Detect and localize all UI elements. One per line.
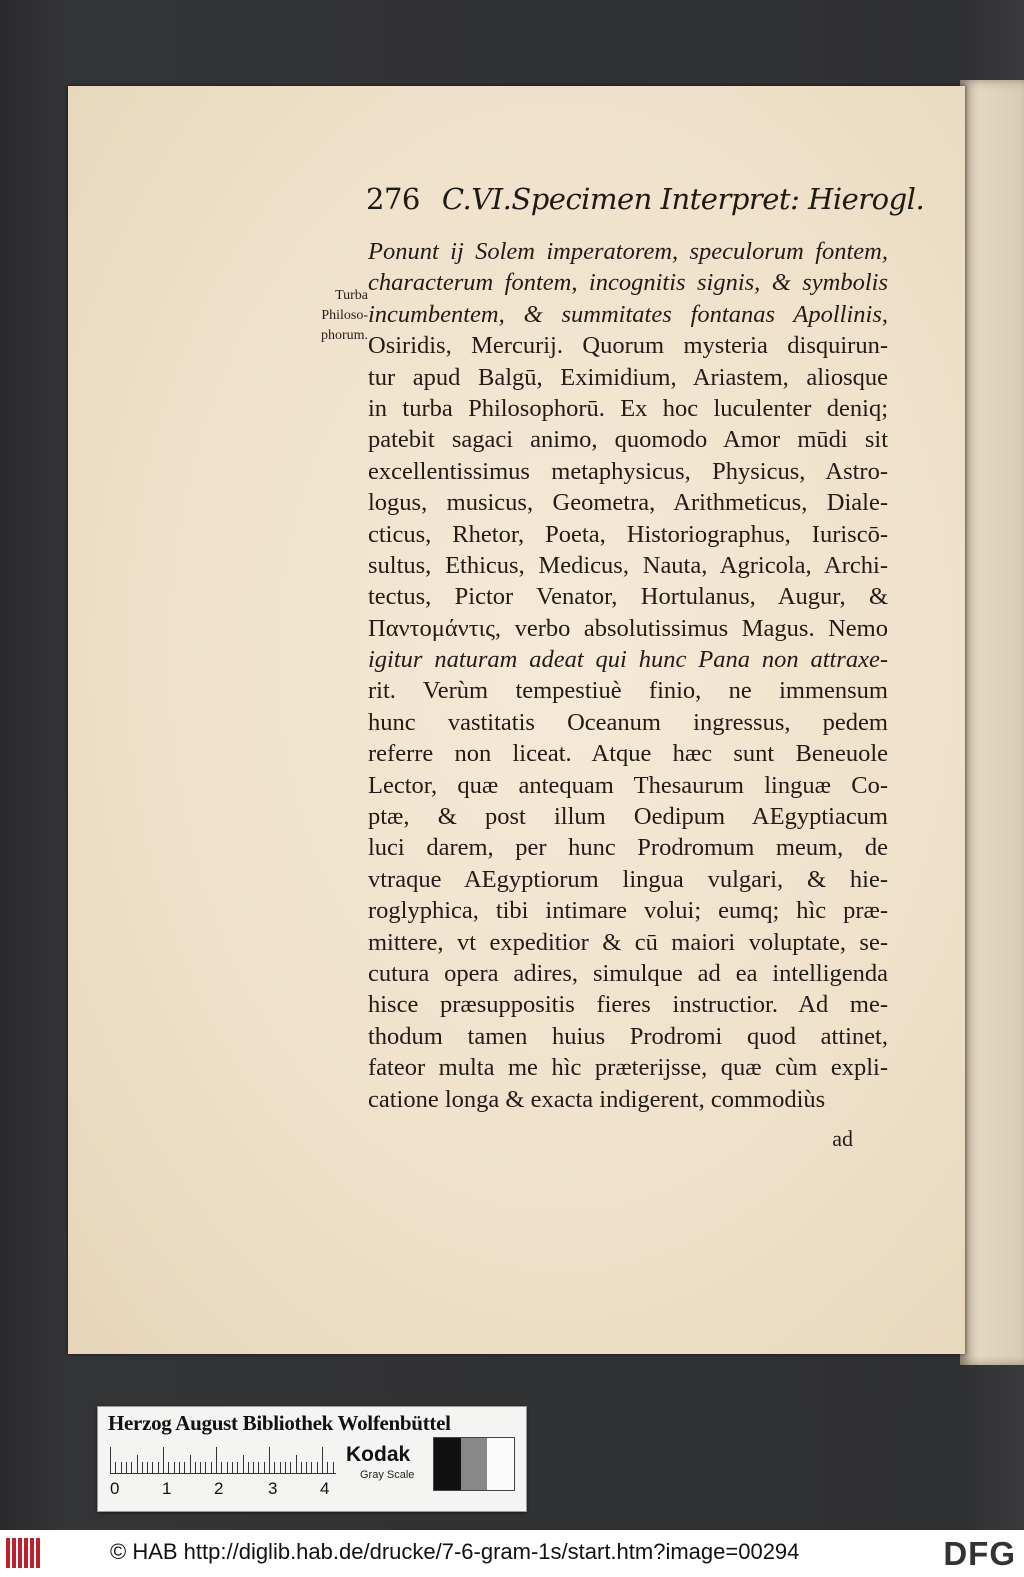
catchword: ad (832, 1126, 853, 1151)
text-line: mittere, vt expeditior & cū maiori voluptate, se- (368, 928, 888, 956)
ruler-tick (137, 1455, 138, 1473)
swatch-white (487, 1438, 514, 1490)
ruler-tick (115, 1462, 116, 1473)
swatch-black (434, 1438, 461, 1490)
ruler-tick (216, 1447, 217, 1473)
ruler-tick (237, 1462, 238, 1473)
ruler-tick (243, 1455, 244, 1473)
marginal-note-line: phorum. (320, 328, 368, 343)
ruler-number: 2 (214, 1479, 224, 1498)
ruler-number: 3 (268, 1479, 278, 1498)
text-line: incumbentem, & summitates fontanas Apollinis, (368, 300, 888, 328)
gray-scale-caption: Gray Scale (360, 1469, 415, 1481)
library-name: Herzog August Bibliothek Wolfenbüttel (108, 1411, 451, 1435)
text-line: tur apud Balgū, Eximidium, Ariastem, aliosque (368, 363, 888, 391)
text-line: rit. Verùm tempestiuè finio, ne immensum (368, 677, 888, 705)
library-label (97, 1406, 527, 1512)
ruler-tick (317, 1462, 318, 1473)
book-page (68, 86, 965, 1354)
ruler-tick (126, 1462, 127, 1473)
swatch-gray (461, 1438, 488, 1490)
text-line: cticus, Rhetor, Poeta, Historiographus, Iuriscō- (368, 520, 888, 548)
text-line: Ponunt ij Solem imperatorem, speculorum fontem, (368, 238, 888, 265)
ruler-tick (296, 1455, 297, 1473)
ruler-tick (158, 1462, 159, 1473)
hab-logo-icon (6, 1538, 46, 1568)
ruler-tick (269, 1447, 270, 1473)
ruler-tick (174, 1462, 175, 1473)
text-line: catione longa & exacta indigerent, commodiùs (368, 1085, 826, 1113)
ruler-number: 4 (320, 1479, 330, 1498)
text-line: characterum fontem, incognitis signis, & symbolis (368, 269, 888, 297)
text-line: in turba Philosophorū. Ex hoc luculenter deniq; (368, 394, 888, 422)
ruler-tick (121, 1462, 122, 1473)
text-line: Παντομάντις, verbo absolutissimus Magus. Nemo (368, 614, 888, 642)
ruler-tick (248, 1462, 249, 1473)
text-line: luci darem, per hunc Prodromum meum, de (368, 834, 888, 862)
text-line: hisce præsuppositis fieres instructior. Ad me- (368, 991, 888, 1019)
ruler-tick (301, 1462, 302, 1473)
ruler-tick (311, 1462, 312, 1473)
text-line: Lector, quæ antequam Thesaurum linguæ Co- (368, 771, 888, 799)
text-line: Osiridis, Mercurij. Quorum mysteria disquirun- (368, 332, 888, 360)
ruler-tick (200, 1462, 201, 1473)
text-line: tectus, Pictor Venator, Hortulanus, Augur, & (368, 583, 888, 611)
facing-page-edge (960, 80, 1024, 1365)
text-line: referre non liceat. Atque hæc sunt Beneuole (368, 740, 888, 768)
ruler-tick (205, 1462, 206, 1473)
text-line: thodum tamen huius Prodromi quod attinet, (368, 1022, 888, 1050)
ruler-tick (280, 1462, 281, 1473)
ruler-number: 0 (110, 1479, 120, 1498)
text-line: hunc vastitatis Oceanum ingressus, pedem (368, 708, 888, 736)
marginal-note-line: Philoso- (321, 308, 368, 323)
kodak-logo: Kodak (346, 1443, 411, 1466)
ruler-tick (322, 1447, 323, 1473)
ruler-tick (131, 1462, 132, 1473)
footer-bar (0, 1530, 1024, 1577)
ruler-tick (285, 1462, 286, 1473)
text-line: cutura opera adires, simulque ad ea intelligenda (368, 959, 888, 987)
text-line: fateor multa me hìc præterijsse, quæ cùm expli- (368, 1054, 888, 1082)
ruler-tick (221, 1462, 222, 1473)
marginal-note-line: Turba (335, 288, 368, 303)
text-line: roglyphica, tibi intimare volui; eumq; hìc præ- (368, 897, 888, 925)
ruler-tick (227, 1462, 228, 1473)
running-head (366, 182, 925, 216)
text-line: excellentissimus metaphysicus, Physicus, Astro- (368, 457, 888, 485)
running-head-title: C.VI.Specimen Interpret: Hierogl. (441, 182, 925, 216)
text-line: vtraque AEgyptiorum lingua vulgari, & hie- (368, 865, 888, 893)
ruler-tick (142, 1462, 143, 1473)
ruler-tick (147, 1462, 148, 1473)
ruler-tick (179, 1462, 180, 1473)
text-line: igitur naturam adeat qui hunc Pana non attraxe- (368, 646, 888, 674)
ruler-tick (168, 1462, 169, 1473)
ruler-tick (211, 1462, 212, 1473)
marginal-note (272, 286, 368, 346)
ruler-tick (264, 1462, 265, 1473)
ruler-tick (110, 1447, 111, 1473)
page-number: 276 (366, 182, 420, 216)
ruler-tick (306, 1462, 307, 1473)
copyright-url[interactable]: © HAB http://diglib.hab.de/drucke/7-6-gram-1s/start.htm?image=00294 (110, 1539, 800, 1564)
ruler-number: 1 (162, 1479, 172, 1498)
ruler-tick (195, 1462, 196, 1473)
text-line: patebit sagaci animo, quomodo Amor mūdi sit (368, 426, 888, 454)
ruler-tick (333, 1462, 334, 1473)
ruler-tick (152, 1462, 153, 1473)
ruler-tick (258, 1462, 259, 1473)
text-line: sultus, Ethicus, Medicus, Nauta, Agricola, Archi- (368, 551, 888, 579)
ruler-tick (327, 1462, 328, 1473)
body-text (368, 236, 888, 1115)
text-line: ptæ, & post illum Oedipum AEgyptiacum (368, 803, 888, 831)
ruler-tick (232, 1462, 233, 1473)
dfg-logo: DFG (943, 1535, 1016, 1572)
ruler-tick (274, 1462, 275, 1473)
gray-scale-swatches (433, 1437, 515, 1491)
ruler-tick (190, 1455, 191, 1473)
scale-ruler (110, 1445, 336, 1474)
ruler-tick (184, 1462, 185, 1473)
text-line: logus, musicus, Geometra, Arithmeticus, Diale- (368, 489, 888, 517)
ruler-tick (253, 1462, 254, 1473)
ruler-tick (290, 1462, 291, 1473)
ruler-tick (163, 1447, 164, 1473)
